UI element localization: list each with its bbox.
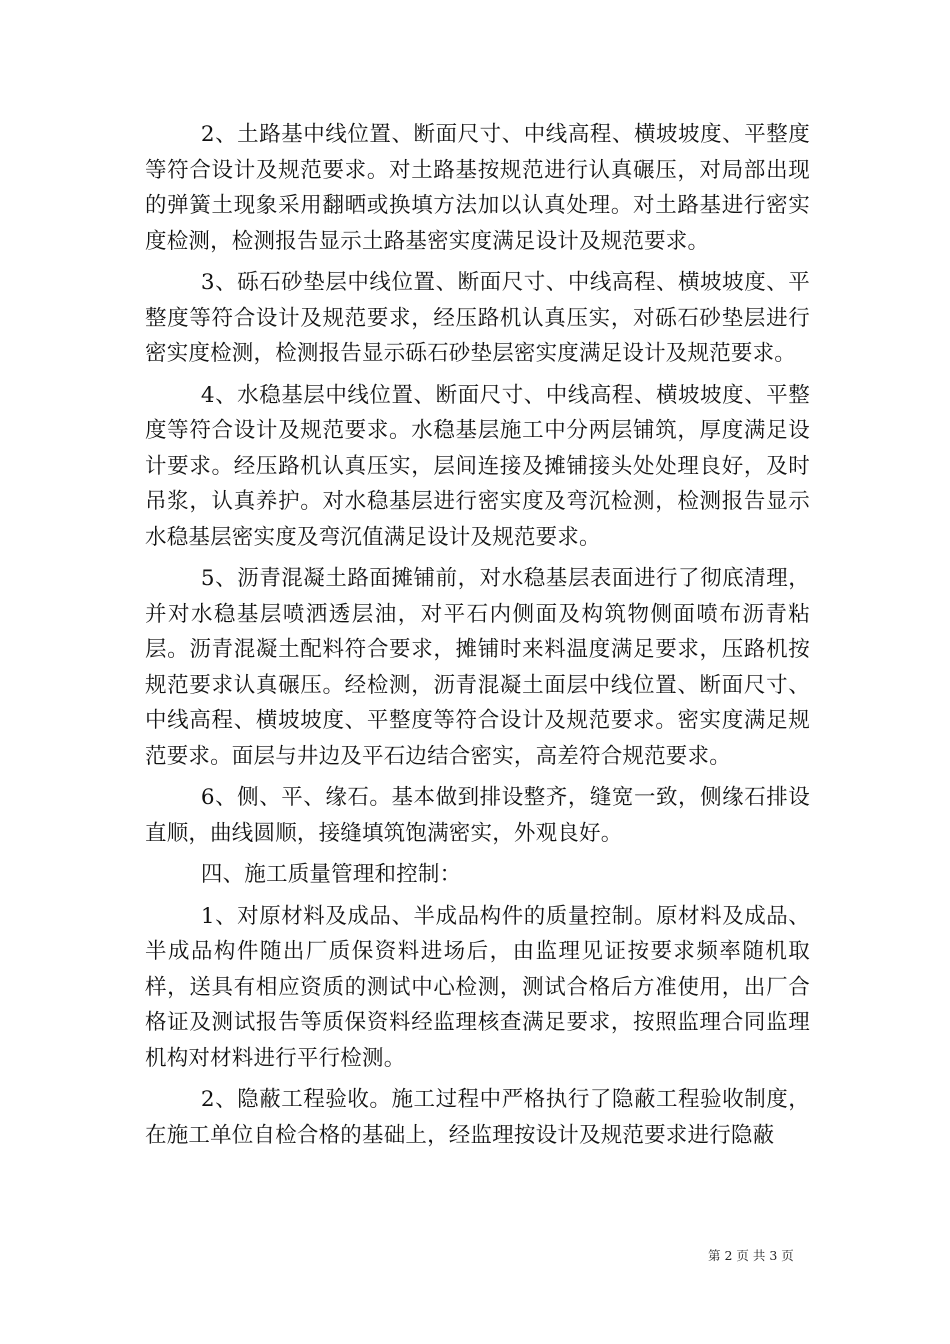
paragraph-material-control: 1、对原材料及成品、半成品构件的质量控制。原材料及成品、半成品构件随出厂质保资料进场后，由监理见证按要求频率随机取样，送具有相应资质的测试中心检测，测试合格后方准使用，出厂合格证及测试报告等质保资料经监理核查满足要求，按照监理合同监理机构对材料进行平行检测。 <box>145 903 810 1071</box>
paragraph-concealed-works: 2、隐蔽工程验收。施工过程中严格执行了隐蔽工程验收制度，在施工单位自检合格的基础上，经监理按设计及规范要求进行隐蔽 <box>145 1087 810 1148</box>
paragraph-asphalt-pavement: 5、沥青混凝土路面摊铺前，对水稳基层表面进行了彻底清理，并对水稳基层喷洒透层油，对平石内侧面及构筑物侧面喷布沥青粘层。沥青混凝土配料符合要求，摊铺时来料温度满足要求，压路机按规范要求认真碾压。经检测，沥青混凝土面层中线位置、断面尺寸、中线高程、横坡坡度、平整度等符合设计及规范要求。密实度满足规范要求。面层与井边及平石边结合密实，高差符合规范要求。 <box>145 566 810 769</box>
paragraph-gravel-cushion: 3、砾石砂垫层中线位置、断面尺寸、中线高程、横坡坡度、平整度等符合设计及规范要求，经压路机认真压实，对砾石砂垫层进行密实度检测，检测报告显示砾石砂垫层密实度满足设计及规范要求。 <box>145 270 810 366</box>
paragraph-cement-stabilized-base: 4、水稳基层中线位置、断面尺寸、中线高程、横坡坡度、平整度等符合设计及规范要求。水稳基层施工中分两层铺筑，厚度满足设计要求。经压路机认真压实，层间连接及摊铺接头处处理良好，及时吊浆，认真养护。对水稳基层进行密实度及弯沉检测，检测报告显示水稳基层密实度及弯沉值满足设计及规范要求。 <box>145 382 810 550</box>
paragraph-subgrade: 2、土路基中线位置、断面尺寸、中线高程、横坡坡度、平整度等符合设计及规范要求。对土路基按规范进行认真碾压，对局部出现的弹簧土现象采用翻晒或换填方法加以认真处理。对土路基进行密实度检测，检测报告显示土路基密实度满足设计及规范要求。 <box>145 122 810 254</box>
page-indicator: 第 2 页 共 3 页 <box>708 1248 794 1263</box>
section-heading-quality-control: 四、施工质量管理和控制： <box>200 862 462 887</box>
document-body <box>145 117 810 1153</box>
paragraph-curbstones: 6、侧、平、缘石。基本做到排设整齐，缝宽一致，侧缘石排设直顺，曲线圆顺，接缝填筑饱满密实，外观良好。 <box>145 785 810 846</box>
